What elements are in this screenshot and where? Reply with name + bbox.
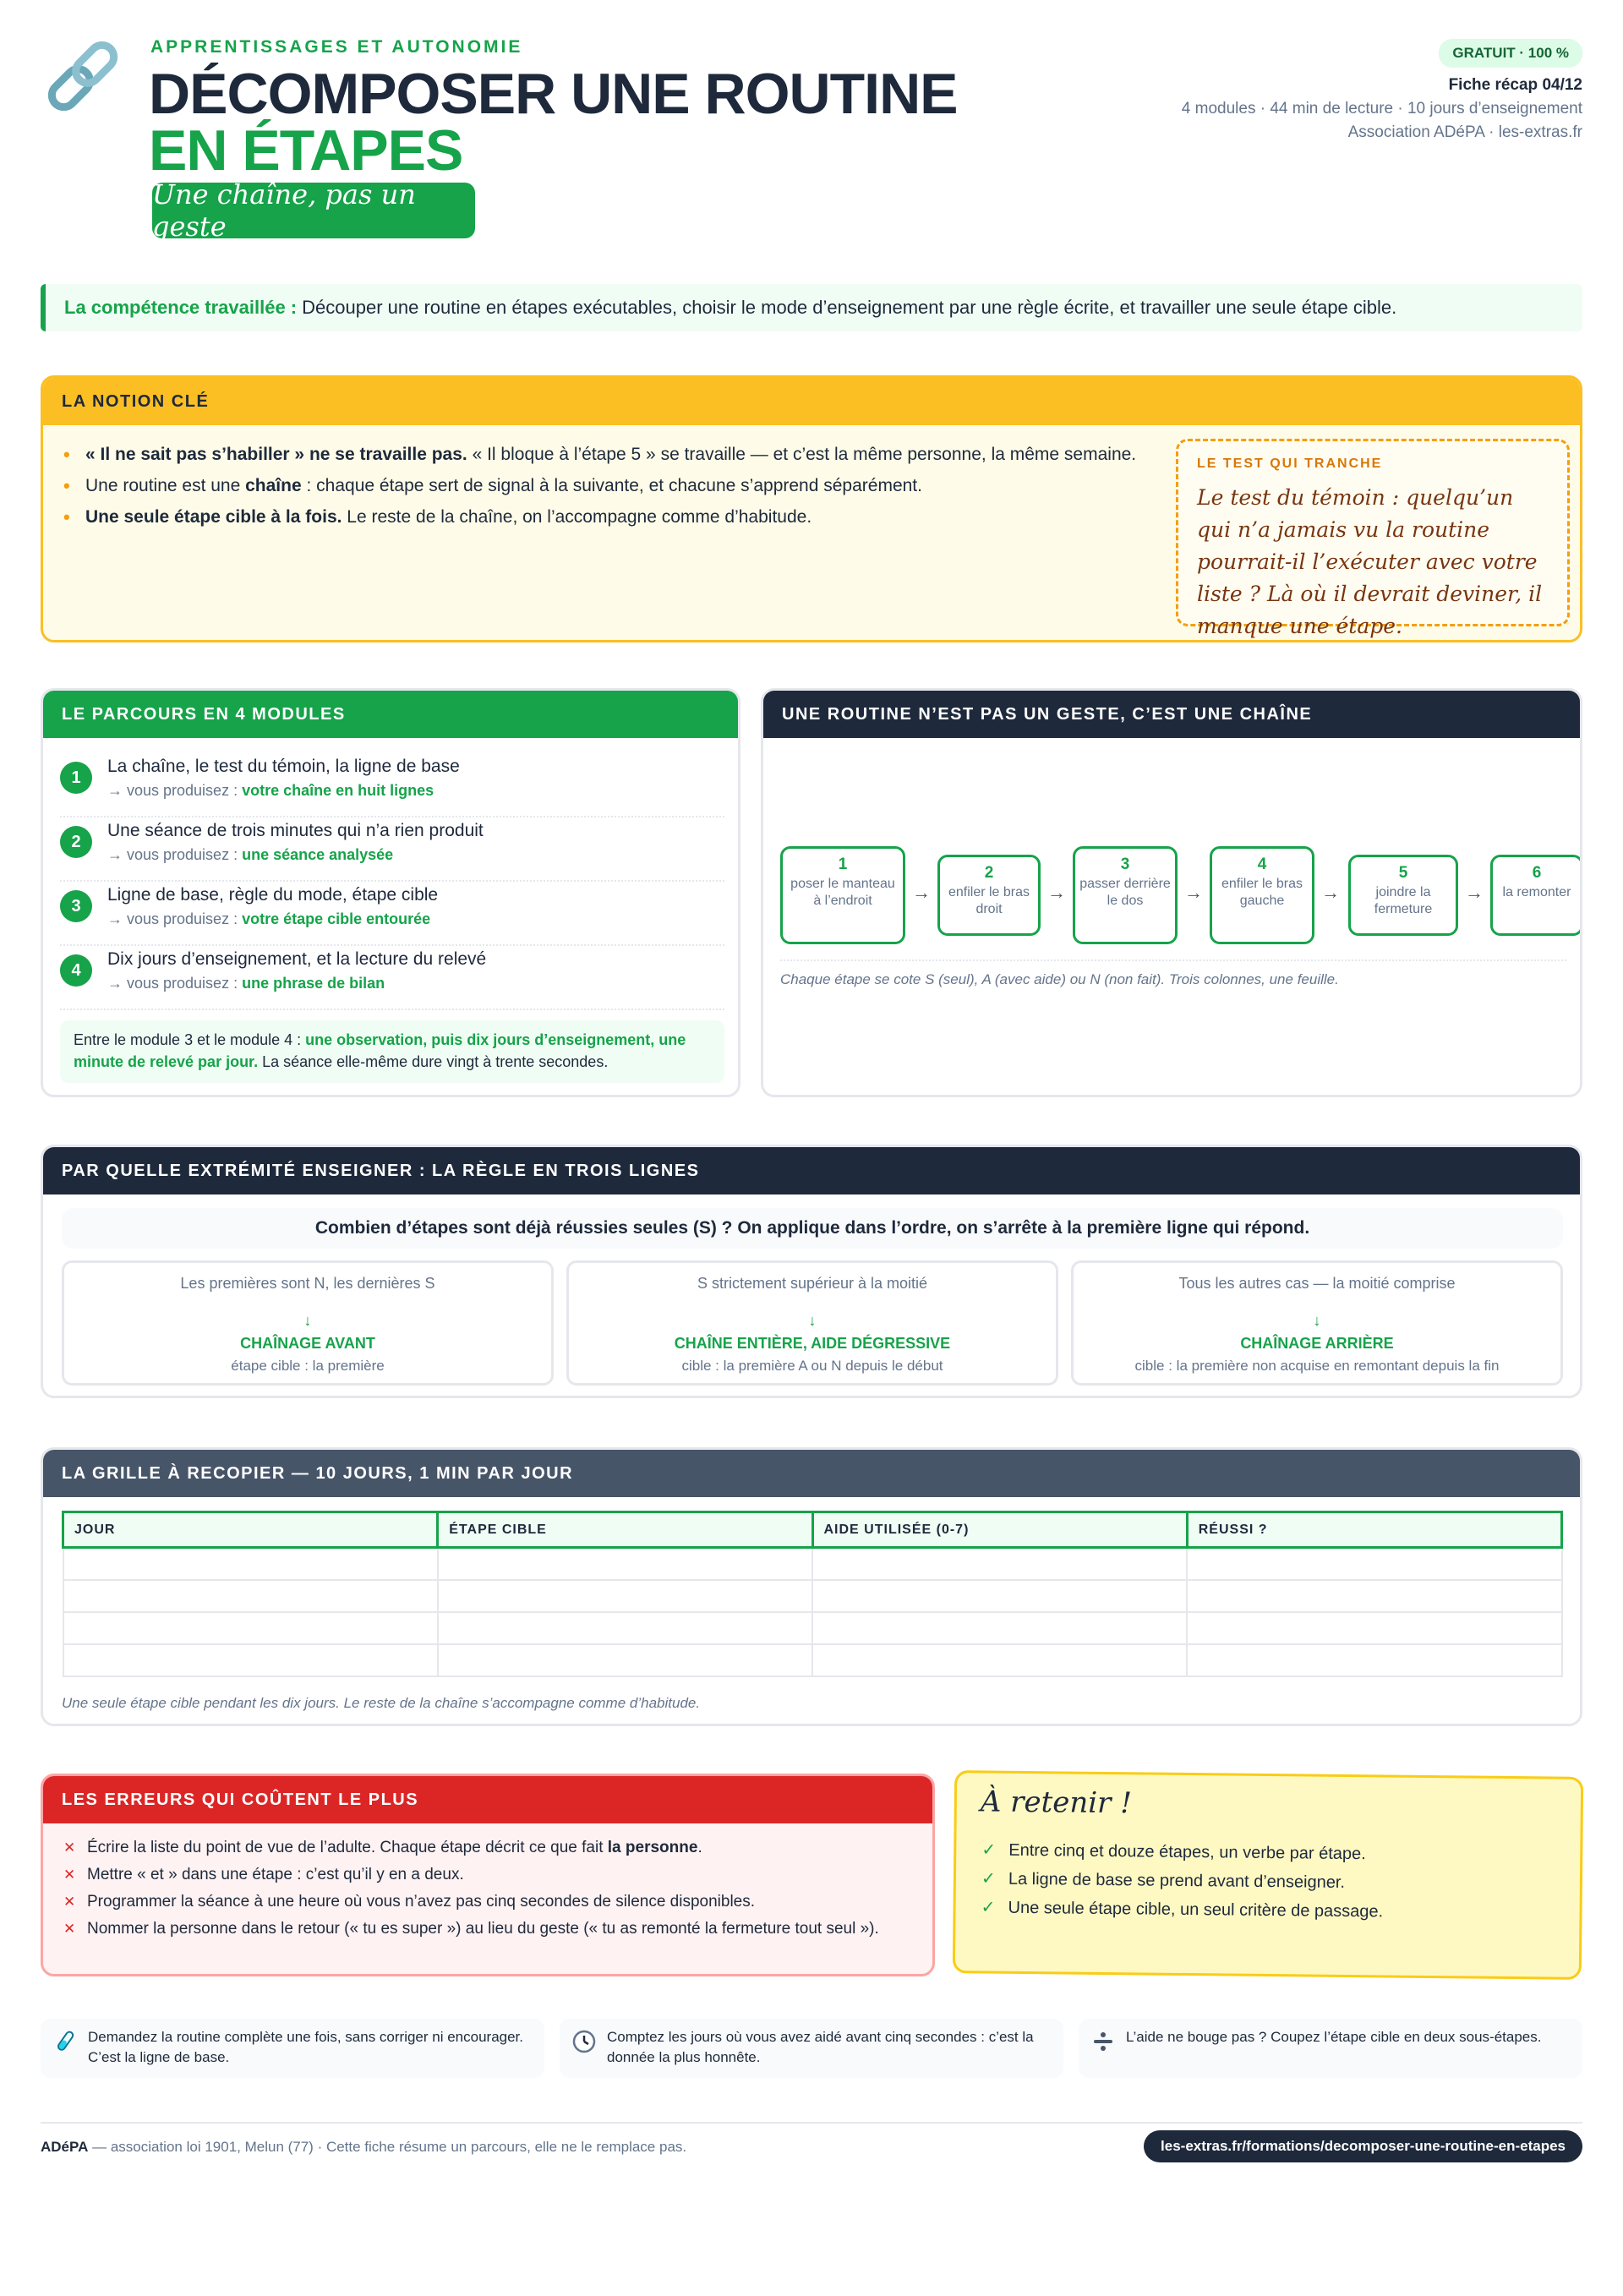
notion-item: [62, 470, 1194, 501]
column-header: ÉTAPE CIBLE: [438, 1512, 812, 1548]
remember-note: [953, 1770, 1583, 1980]
chain-arrow: →: [1465, 882, 1484, 903]
rule-condition: Les premières sont N, les dernières S: [180, 1275, 435, 1292]
tip-card: [1079, 2019, 1582, 2078]
column-header: AIDE UTILISÉE (0-7): [812, 1512, 1187, 1548]
module-number: 4: [60, 954, 92, 987]
module-product-prefix: → vous produisez :: [107, 846, 243, 863]
chain-arrow: →: [1184, 882, 1203, 903]
rule-target: cible : la première non acquise en remontant depuis la fin: [1134, 1358, 1500, 1374]
notion-item-bold: chaîne: [245, 476, 302, 495]
module-title: Une séance de trois minutes qui n’a rien produit: [107, 821, 484, 840]
error-text: .: [697, 1839, 702, 1856]
rule-condition: S strictement supérieur à la moitié: [697, 1275, 928, 1292]
error-item: [62, 1918, 915, 1940]
module-title: Ligne de base, règle du mode, étape cible: [107, 885, 439, 905]
tip-text: Demandez la routine complète une fois, sans corriger ni encourager. C’est la ligne de base.: [88, 2029, 524, 2065]
meta-modules: 4 modules · 44 min de lecture · 10 jours d’enseignement: [1181, 100, 1582, 118]
column-header: RÉUSSI ?: [1187, 1512, 1561, 1548]
page-title: DÉCOMPOSER UNE ROUTINE: [149, 62, 958, 126]
table-cell: [438, 1644, 812, 1676]
remember-item: ✓ Entre cinq et douze étapes, un verbe par étape.: [980, 1835, 1384, 1868]
table-cell: [812, 1644, 1187, 1676]
parcours-card: [41, 688, 740, 1097]
chain-arrow: →: [912, 882, 931, 903]
step-label: la remonter: [1502, 885, 1571, 899]
notion-item-text: Le reste de la chaîne, on l’accompagne comme d’habitude.: [342, 507, 812, 527]
clock-icon: [571, 2029, 597, 2054]
tip-card: [560, 2019, 1063, 2078]
step-label: enfiler le bras droit: [948, 885, 1030, 916]
table-cell: [63, 1644, 438, 1676]
header-meta: [1182, 39, 1582, 142]
chain-step: [1073, 846, 1178, 944]
table-row: [63, 1644, 1562, 1676]
step-number: 6: [1532, 864, 1542, 882]
chain-step: [780, 846, 905, 944]
chain-arrow: →: [1047, 882, 1066, 903]
notion-item: [62, 501, 1194, 533]
rule-result: CHAÎNE ENTIÈRE, AIDE DÉGRESSIVE: [674, 1335, 951, 1352]
rule-target: cible : la première A ou N depuis le début: [681, 1358, 943, 1374]
error-item: [62, 1891, 915, 1913]
down-arrow-icon: ↓: [303, 1312, 312, 1329]
module-product: [107, 975, 385, 992]
step-label: passer derrière le dos: [1079, 877, 1171, 908]
test-tube-icon: [52, 2029, 78, 2054]
table-header-row: [63, 1512, 1562, 1548]
notion-item-text: : chaque étape sert de signal à la suivante, et chacune s’apprend séparément.: [301, 476, 922, 495]
page-title-accent: EN ÉTAPES: [149, 118, 463, 183]
notion-list: [62, 439, 1194, 533]
chain-card: [761, 688, 1582, 1097]
step-number: 5: [1398, 864, 1408, 882]
tip-text: L’aide ne bouge pas ? Coupez l’étape cible en deux sous-étapes.: [1126, 2029, 1542, 2045]
tagline: Une chaîne, pas un geste: [152, 183, 475, 238]
table-cell: [63, 1612, 438, 1644]
notion-title: LA NOTION CLÉ: [43, 378, 1580, 425]
footer-org: ADéPA: [41, 2139, 89, 2155]
step-number: 2: [984, 864, 994, 882]
test-box: [1176, 439, 1570, 638]
tracking-table: [62, 1511, 1563, 1677]
table-cell: [812, 1580, 1187, 1612]
remember-list: [979, 1835, 1384, 1926]
module-item: [60, 755, 724, 817]
skill-label: La compétence travaillée :: [64, 297, 298, 318]
chain-diagram: [780, 846, 1571, 944]
table-row: [63, 1548, 1562, 1580]
tip-text: Comptez les jours où vous avez aidé avant cinq secondes : c’est la donnée la plus honnête.: [607, 2029, 1034, 2065]
rule-result: CHAÎNAGE ARRIÈRE: [1240, 1335, 1394, 1352]
module-product-value: votre chaîne en huit lignes: [242, 782, 434, 799]
module-product-value: une phrase de bilan: [242, 975, 385, 992]
footer-text: [41, 2139, 686, 2156]
error-text: Mettre « et » dans une étape : c’est qu’il y en a deux.: [87, 1866, 464, 1883]
grid-card: [41, 1447, 1582, 1726]
rule-card: [41, 1145, 1582, 1398]
step-label: joindre la fermeture: [1374, 885, 1433, 916]
notion-item-bold: « Il ne sait pas s’habiller » ne se travaille pas.: [85, 445, 467, 464]
notion-item: [62, 439, 1194, 470]
rule-box: [566, 1260, 1058, 1386]
table-cell: [1187, 1548, 1561, 1580]
note-text: La séance elle-même dure vingt à trente secondes.: [258, 1053, 609, 1070]
free-badge: GRATUIT · 100 %: [1439, 39, 1582, 68]
module-number: 2: [60, 826, 92, 858]
table-cell: [1187, 1580, 1561, 1612]
module-item: [60, 948, 724, 1010]
module-product: [107, 846, 393, 864]
step-label: poser le manteau à l’endroit: [790, 877, 895, 908]
module-product-value: une séance analysée: [242, 846, 394, 863]
rule-question: Combien d’étapes sont déjà réussies seules (S) ? On applique dans l’ordre, on s’arrête à la première ligne qui répond.: [62, 1208, 1563, 1249]
notion-item-text: Une routine est une: [85, 476, 246, 495]
error-item: [62, 1837, 915, 1859]
remember-title: À retenir !: [980, 1785, 1133, 1821]
chain-note: Chaque étape se cote S (seul), A (avec aide) ou N (non fait). Trois colonnes, une feuille.: [780, 959, 1566, 988]
chain-step: [937, 855, 1041, 936]
rule-result: CHAÎNAGE AVANT: [240, 1335, 375, 1352]
error-item: [62, 1864, 915, 1886]
module-product-prefix: → vous produisez :: [107, 910, 243, 927]
errors-title: LES ERREURS QUI COÛTENT LE PLUS: [43, 1776, 932, 1823]
fiche-number: Fiche récap 04/12: [1448, 76, 1582, 94]
footer-divider: [41, 2122, 1582, 2124]
test-title: LE TEST QUI TRANCHE: [1197, 456, 1383, 471]
errors-card: [41, 1774, 935, 1976]
parcours-title: LE PARCOURS EN 4 MODULES: [43, 691, 738, 738]
table-cell: [812, 1612, 1187, 1644]
skill-text: Découper une routine en étapes exécutables, choisir le mode d’enseignement par une règle écrite, et travailler une seule étape cible.: [302, 297, 1397, 318]
module-title: Dix jours d’enseignement, et la lecture du relevé: [107, 949, 487, 969]
notion-card: [41, 375, 1582, 642]
down-arrow-icon: ↓: [808, 1312, 817, 1329]
module-product-prefix: → vous produisez :: [107, 782, 243, 799]
module-title: La chaîne, le test du témoin, la ligne de base: [107, 757, 460, 776]
table-cell: [63, 1548, 438, 1580]
error-bold: la personne: [607, 1839, 698, 1856]
module-product-value: votre étape cible entourée: [242, 910, 431, 927]
down-arrow-icon: ↓: [1313, 1312, 1321, 1329]
error-text: Nommer la personne dans le retour (« tu es super ») au lieu du geste (« tu as remonté la fermeture tout seul »).: [87, 1920, 879, 1938]
chain-link-icon: [41, 34, 125, 118]
table-cell: [1187, 1612, 1561, 1644]
grid-note: Une seule étape cible pendant les dix jours. Le reste de la chaîne s’accompagne comme d’habitude.: [62, 1695, 701, 1711]
chain-step: [1348, 855, 1458, 936]
rule-condition: Tous les autres cas — la moitié comprise: [1178, 1275, 1456, 1292]
test-text: Le test du témoin : quelqu’un qui n’a jamais vu la routine pourrait-il l’exécuter avec votre liste ? Là où il devrait deviner, il manque une étape.: [1197, 485, 1543, 638]
errors-list: [62, 1837, 915, 1945]
notion-item-bold: Une seule étape cible à la fois.: [85, 507, 342, 527]
note-text: Entre le module 3 et le module 4 :: [74, 1031, 306, 1048]
page-header: [41, 30, 1582, 250]
module-number: 1: [60, 762, 92, 794]
column-header: JOUR: [63, 1512, 438, 1548]
divide-icon: [1090, 2029, 1116, 2054]
table-row: [63, 1580, 1562, 1612]
notion-item-text: « Il bloque à l’étape 5 » se travaille — et c’est la même personne, la même semaine.: [467, 445, 1137, 464]
rule-target: étape cible : la première: [231, 1358, 385, 1374]
footer-url-link[interactable]: les-extras.fr/formations/decomposer-une-routine-en-etapes: [1144, 2130, 1582, 2162]
module-number: 3: [60, 890, 92, 922]
table-cell: [812, 1548, 1187, 1580]
skill-banner: [41, 284, 1582, 331]
remember-item: ✓ La ligne de base se prend avant d’enseigner.: [980, 1864, 1384, 1897]
chain-title: UNE ROUTINE N’EST PAS UN GESTE, C’EST UNE CHAÎNE: [763, 691, 1580, 738]
table-cell: [1187, 1644, 1561, 1676]
module-item: [60, 819, 724, 882]
module-product-prefix: → vous produisez :: [107, 975, 243, 992]
step-number: 3: [1120, 856, 1130, 873]
rule-title: PAR QUELLE EXTRÉMITÉ ENSEIGNER : LA RÈGLE EN TROIS LIGNES: [43, 1147, 1580, 1194]
kicker: APPRENTISSAGES ET AUTONOMIE: [150, 37, 523, 57]
table-cell: [438, 1548, 812, 1580]
rule-box: [62, 1260, 554, 1386]
module-item: [60, 883, 724, 946]
step-number: 1: [838, 856, 848, 873]
table-row: [63, 1612, 1562, 1644]
parcours-note: [60, 1020, 724, 1083]
chain-arrow: →: [1321, 882, 1340, 903]
step-label: enfiler le bras gauche: [1221, 877, 1303, 908]
table-cell: [63, 1580, 438, 1612]
chain-step: [1490, 855, 1582, 936]
error-text: Programmer la séance à une heure où vous n’avez pas cinq secondes de silence disponibles.: [87, 1893, 756, 1911]
tip-card: [41, 2019, 544, 2078]
table-cell: [438, 1612, 812, 1644]
module-product: [107, 782, 434, 800]
chain-step: [1210, 846, 1314, 944]
module-product: [107, 910, 430, 928]
table-cell: [438, 1580, 812, 1612]
remember-item: ✓ Une seule étape cible, un seul critère de passage.: [979, 1893, 1383, 1926]
grid-title: LA GRILLE À RECOPIER — 10 JOURS, 1 MIN PAR JOUR: [43, 1450, 1580, 1497]
error-text: Écrire la liste du point de vue de l’adulte. Chaque étape décrit ce que fait: [87, 1839, 608, 1856]
note-bold: une observation, puis dix jours d’enseignement, une minute de relevé par jour.: [74, 1031, 686, 1070]
footer-description: — association loi 1901, Melun (77) · Cette fiche résume un parcours, elle ne le remplace pas.: [88, 2139, 687, 2155]
meta-association: Association ADéPA · les-extras.fr: [1347, 123, 1582, 141]
step-number: 4: [1257, 856, 1267, 873]
rule-box: [1071, 1260, 1563, 1386]
